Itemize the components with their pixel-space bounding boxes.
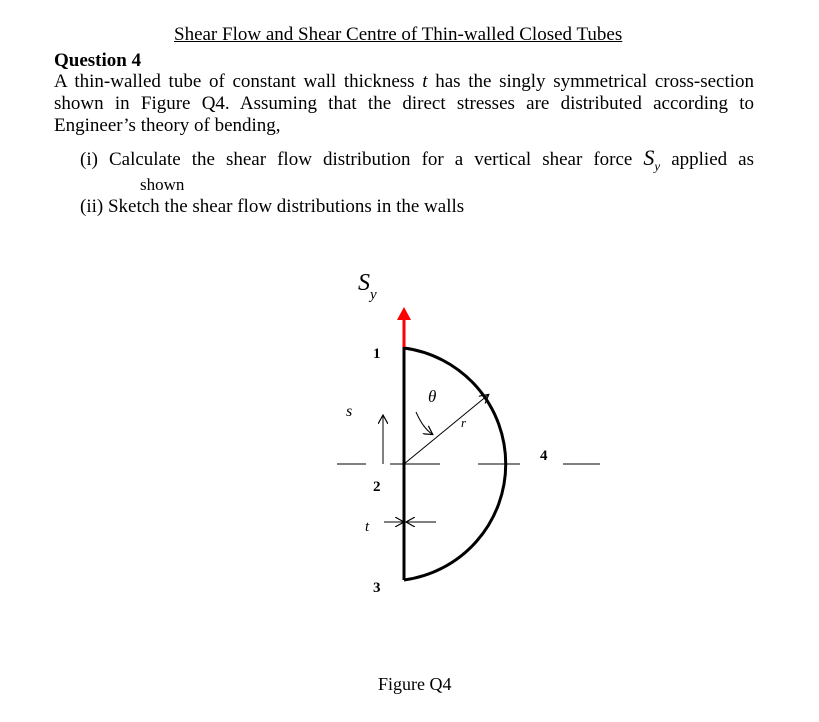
question-heading: Question 4	[54, 50, 142, 71]
r-label: r	[461, 415, 467, 430]
question-item-1-continuation: shown	[140, 175, 185, 194]
intro-line-3: Engineer’s theory of bending,	[54, 115, 281, 136]
intro-line-2: shown in Figure Q4. Assuming that the direct stresses are distributed according to	[54, 93, 754, 114]
figure-caption: Figure Q4	[378, 674, 452, 694]
point-4-label: 4	[540, 448, 548, 464]
theta-label: θ	[428, 387, 437, 406]
s-label: s	[346, 403, 353, 420]
shear-force-symbol: $S_y$	[643, 145, 661, 174]
intro-line-1: A thin-walled tube of constant wall thickness t has the singly symmetrical cross-section	[54, 71, 755, 92]
question-item-1: (i) Calculate the shear flow distribution for a vertical shear force $S_y$ applied as	[80, 145, 754, 174]
point-2-label: 2	[373, 479, 381, 495]
t-label: t	[365, 519, 370, 535]
radius-line	[404, 395, 488, 464]
theta-arc-arrow	[416, 412, 432, 434]
page-title: Shear Flow and Shear Centre of Thin-walled Closed Tubes	[174, 24, 623, 45]
question-item-2: (ii) Sketch the shear flow distributions in the walls	[80, 196, 465, 217]
shear-force-arrow-head	[397, 307, 411, 320]
point-3-label: 3	[373, 580, 381, 596]
thickness-symbol: t	[422, 71, 428, 92]
point-1-label: 1	[373, 346, 381, 362]
force-label: $S_y$	[358, 270, 377, 303]
